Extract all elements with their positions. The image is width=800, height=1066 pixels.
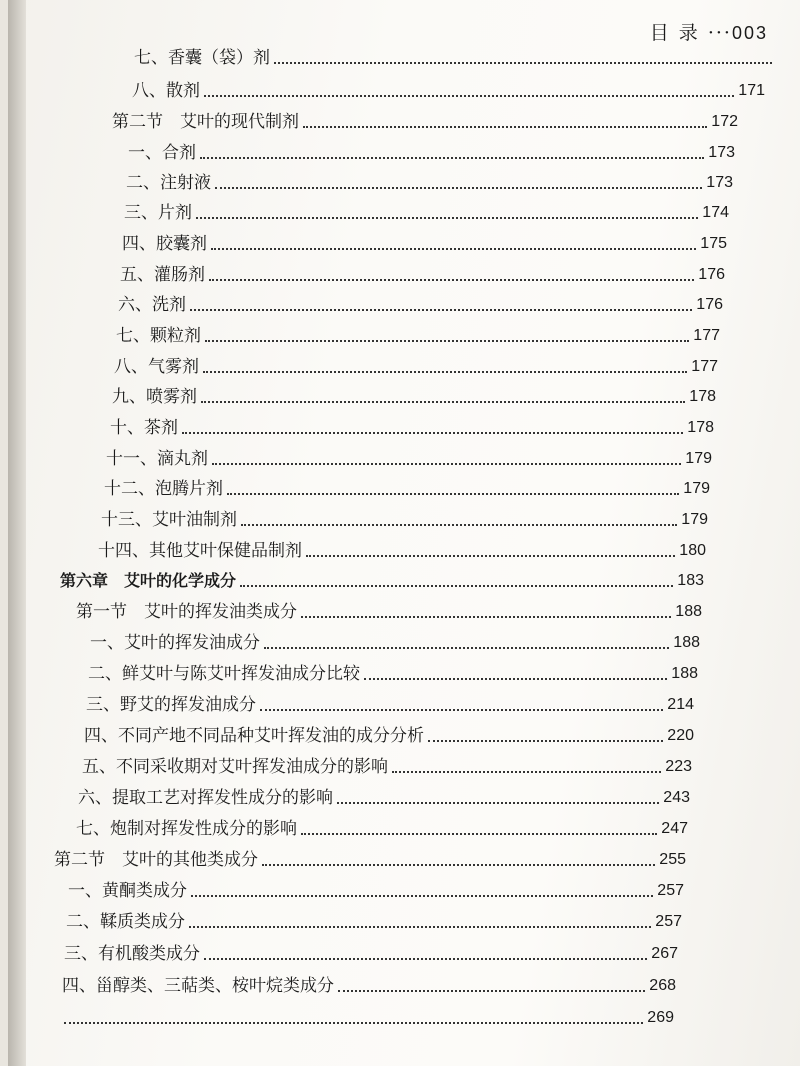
toc-entry-page: 223 — [665, 758, 692, 775]
toc-entry — [134, 48, 776, 68]
leader-dots — [204, 957, 647, 960]
leader-dots — [364, 677, 667, 680]
toc-entry-label: 十一、滴丸剂 — [106, 449, 208, 469]
toc-entry — [126, 173, 733, 193]
leader-dots — [274, 61, 772, 64]
toc-entry — [122, 234, 727, 254]
leader-dots — [189, 925, 651, 928]
toc-entry-page: 183 — [677, 572, 704, 589]
toc-entry — [116, 326, 720, 346]
toc-entry-page: 188 — [671, 665, 698, 682]
leader-dots — [262, 863, 655, 866]
toc-entry — [68, 881, 684, 901]
leader-dots — [392, 770, 661, 773]
toc-entry — [128, 143, 735, 163]
header-separator: ··· — [707, 22, 732, 44]
toc-entry-page: 175 — [700, 235, 727, 252]
leader-dots — [337, 801, 659, 804]
toc-entry-label: 八、散剂 — [132, 81, 200, 101]
toc-entry-label: 一、黄酮类成分 — [68, 881, 187, 901]
toc-entry-label: 七、颗粒剂 — [116, 326, 201, 346]
leader-dots — [428, 739, 663, 742]
toc-entry-page: 243 — [663, 789, 690, 806]
toc-entry-page: 179 — [683, 480, 710, 497]
leader-dots — [260, 708, 663, 711]
toc-entry — [88, 664, 698, 684]
toc-entry-page: 188 — [673, 634, 700, 651]
header-title: 目 录 — [649, 22, 700, 44]
toc-entry-label: 第二节 艾叶的其他类成分 — [54, 850, 258, 870]
leader-dots — [303, 125, 707, 128]
leader-dots — [211, 247, 696, 250]
leader-dots — [196, 216, 698, 219]
toc-entry-page: 257 — [655, 913, 682, 930]
toc-entry-label: 四、不同产地不同品种艾叶挥发油的成分分析 — [84, 726, 424, 746]
leader-dots — [201, 400, 685, 403]
toc-entry-label: 二、注射液 — [126, 173, 211, 193]
toc-entry — [132, 81, 765, 101]
leader-dots — [200, 156, 704, 159]
toc-entry-page: 171 — [738, 82, 765, 99]
toc-chapter — [60, 571, 704, 591]
leader-dots — [306, 554, 675, 557]
leader-dots — [204, 94, 734, 97]
toc-entry — [62, 976, 676, 996]
toc-entry-label: 一、合剂 — [128, 143, 196, 163]
leader-dots — [182, 431, 683, 434]
toc-entry — [106, 449, 712, 469]
toc-entry-page: 176 — [696, 296, 723, 313]
toc-entry-page: 176 — [698, 266, 725, 283]
toc-entry — [90, 633, 700, 653]
toc-entry-page: 255 — [659, 851, 686, 868]
toc-entry-label: 七、炮制对挥发性成分的影响 — [76, 819, 297, 839]
leader-dots — [215, 186, 702, 189]
leader-dots — [212, 462, 681, 465]
toc-entry-page: 172 — [711, 113, 738, 130]
running-header — [650, 18, 768, 45]
leader-dots — [338, 989, 645, 992]
toc-entry — [101, 510, 708, 530]
toc-entry — [118, 295, 723, 315]
leader-dots — [264, 646, 669, 649]
leader-dots — [227, 492, 679, 495]
leader-dots — [301, 615, 671, 618]
toc-entry-page: 267 — [651, 945, 678, 962]
toc-section — [112, 112, 738, 132]
toc-entry-label: 四、胶囊剂 — [122, 234, 207, 254]
toc-entry-page: 178 — [689, 388, 716, 405]
book-page — [8, 0, 800, 1066]
toc-entry-page: 173 — [706, 174, 733, 191]
toc-entry — [82, 757, 692, 777]
toc-entry-page: 178 — [687, 419, 714, 436]
leader-dots — [190, 308, 692, 311]
toc-entry-label: 八、气雾剂 — [114, 357, 199, 377]
toc-entry — [104, 479, 710, 499]
leader-dots — [203, 370, 687, 373]
toc-entry-page: 247 — [661, 820, 688, 837]
leader-dots — [301, 832, 657, 835]
leader-dots — [240, 584, 673, 587]
toc-section — [54, 850, 686, 870]
toc-entry-label: 十、茶剂 — [110, 418, 178, 438]
leader-dots — [241, 523, 677, 526]
toc-entry — [84, 726, 694, 746]
toc-entry-label: 二、鞣质类成分 — [66, 912, 185, 932]
toc-entry-page: 214 — [667, 696, 694, 713]
toc-entry-label: 三、有机酸类成分 — [64, 944, 200, 964]
toc-entry — [120, 265, 725, 285]
leader-dots — [205, 339, 689, 342]
toc-entry-label: 十二、泡腾片剂 — [104, 479, 223, 499]
toc-entry-page: 177 — [693, 327, 720, 344]
toc-entry-page: 177 — [691, 358, 718, 375]
toc-entry-label: 七、香囊（袋）剂 — [134, 48, 270, 68]
toc-entry-page: 179 — [681, 511, 708, 528]
toc-entry-label: 四、甾醇类、三萜类、桉叶烷类成分 — [62, 976, 334, 996]
toc-entry-label: 十四、其他艾叶保健品制剂 — [98, 541, 302, 561]
toc-entry — [114, 357, 718, 377]
leader-dots — [191, 894, 653, 897]
toc-entry — [66, 912, 682, 932]
toc-entry-page: 220 — [667, 727, 694, 744]
book-spine-shadow — [8, 0, 26, 1066]
toc-entry-label: 第一节 艾叶的挥发油类成分 — [76, 602, 297, 622]
toc-entry-label: 三、野艾的挥发油成分 — [86, 695, 256, 715]
toc-entry — [110, 418, 714, 438]
toc-entry — [98, 541, 706, 561]
toc-entry-label: 一、艾叶的挥发油成分 — [90, 633, 260, 653]
leader-dots — [209, 278, 694, 281]
toc-entry — [64, 944, 678, 964]
toc-entry — [112, 387, 716, 407]
toc-entry — [60, 1008, 674, 1028]
toc-entry — [86, 695, 694, 715]
toc-entry-label: 十三、艾叶油制剂 — [101, 510, 237, 530]
toc-entry-page: 268 — [649, 977, 676, 994]
toc-entry-page: 180 — [679, 542, 706, 559]
toc-entry-label: 二、鲜艾叶与陈艾叶挥发油成分比较 — [88, 664, 360, 684]
toc-entry-page: 179 — [685, 450, 712, 467]
toc-entry-page: 257 — [657, 882, 684, 899]
leader-dots — [64, 1021, 643, 1024]
toc-entry-label: 第六章 艾叶的化学成分 — [60, 571, 237, 590]
toc-entry-label: 六、洗剂 — [118, 295, 186, 315]
toc-entry — [124, 203, 729, 223]
toc-entry-label: 三、片剂 — [124, 203, 192, 223]
toc-entry-label: 五、不同采收期对艾叶挥发油成分的影响 — [82, 757, 388, 777]
toc-entry-label: 九、喷雾剂 — [112, 387, 197, 407]
toc-entry-label: 五、灌肠剂 — [120, 265, 205, 285]
toc-entry-page: 188 — [675, 603, 702, 620]
toc-entry-page: 174 — [702, 204, 729, 221]
toc-entry-label: 第二节 艾叶的现代制剂 — [112, 112, 299, 132]
toc-entry-page: 269 — [647, 1009, 674, 1026]
toc-entry — [76, 819, 688, 839]
toc-section — [76, 602, 702, 622]
toc-entry-label: 六、提取工艺对挥发性成分的影响 — [78, 788, 333, 808]
toc-entry — [78, 788, 690, 808]
header-page-number: 003 — [731, 23, 768, 43]
toc-entry-page: 173 — [708, 144, 735, 161]
